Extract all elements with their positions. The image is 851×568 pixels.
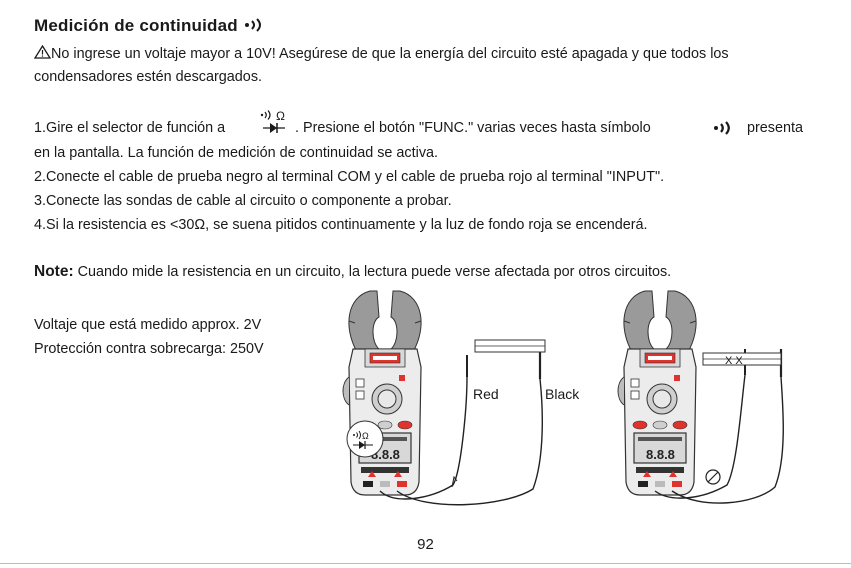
resistor-label: X X [725, 355, 743, 367]
spec-protection: Protección contra sobrecarga: 250V [34, 341, 264, 357]
step-1-text-c: presenta [747, 120, 804, 136]
no-sound-icon [706, 470, 720, 484]
warning-triangle-icon [34, 45, 51, 59]
step-4-text: 4.Si la resistencia es <30Ω, se suena pitidos continuamente y la luz de fondo roja se encenderá. [34, 217, 648, 233]
warning-line-1 [34, 44, 729, 64]
note-label: Note: [34, 263, 74, 280]
page-title [34, 16, 273, 36]
clamp-meter-left [343, 291, 421, 495]
continuity-sound-icon [243, 18, 273, 32]
label-black: Black [545, 386, 580, 402]
svg-text:Ω: Ω [362, 431, 369, 441]
continuity-diode-icon [259, 110, 291, 136]
title-text: Medición de continuidad [34, 16, 238, 35]
label-red: Red [473, 386, 499, 402]
omega-symbol: Ω [276, 110, 285, 123]
bottom-divider [0, 563, 851, 564]
step-1-text-b: . Presione el botón "FUNC." varias veces hasta símbolo [295, 120, 651, 136]
page-number: 92 [417, 536, 434, 553]
clamp-meter-right [618, 291, 696, 495]
spec-voltage: Voltaje que está medido approx. 2V [34, 317, 262, 333]
step-1-text-d: en la pantalla. La función de medición de continuidad se activa. [34, 145, 439, 161]
warning-text-1: No ingrese un voltaje mayor a 10V! Asegúrese de que la energía del circuito esté apagada y que todos los [51, 46, 729, 62]
warning-text-2: condensadores estén descargados. [34, 69, 263, 85]
step-2-text: 2.Conecte el cable de prueba negro al terminal COM y el cable de prueba rojo al terminal "INPUT". [34, 169, 665, 185]
step-1-text-a: 1.Gire el selector de función a [34, 120, 226, 136]
note-text: Cuando mide la resistencia en un circuito, la lectura puede verse afectada por otros circuitos. [77, 264, 672, 280]
step-3-text: 3.Conecte las sondas de cable al circuito o componente a probar. [34, 193, 452, 209]
continuity-sound-icon [713, 121, 737, 135]
note-paragraph [34, 262, 671, 282]
clamp-meter-illustration [335, 287, 805, 509]
continuity-diode-symbol-inline [259, 110, 291, 141]
